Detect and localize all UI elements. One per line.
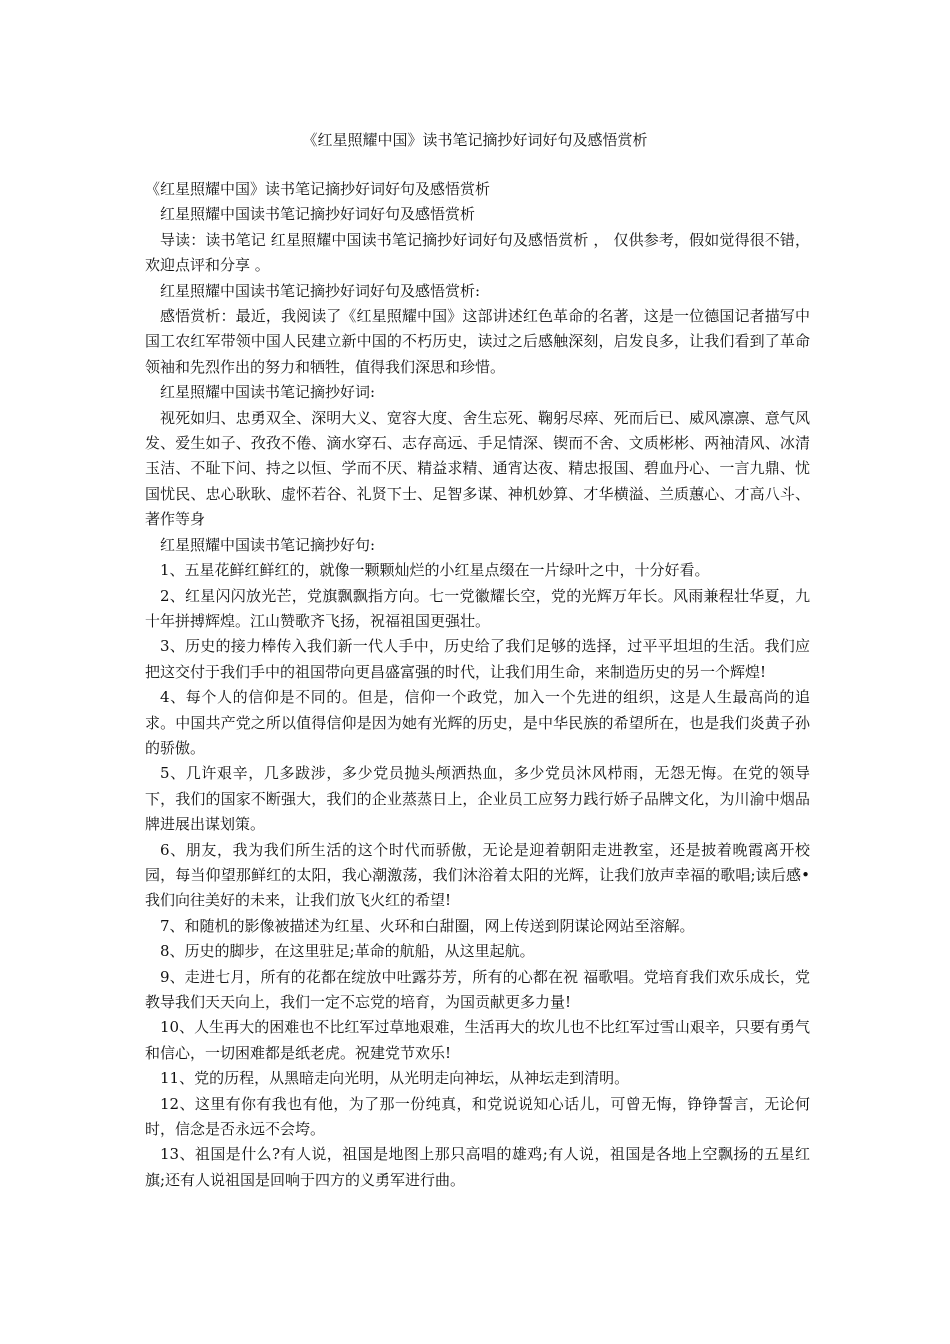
section-heading-appreciation: 红星照耀中国读书笔记摘抄好词好句及感悟赏析: — [160, 281, 481, 300]
sentence-item: 4、每个人的信仰是不同的。但是，信仰一个政党，加入一个先进的组织，这是人生最高尚的追求。中国共产党之所以值得信仰是因为她有光辉的历史，是中华民族的希望所在，也是我们炎黄子孙的骄傲。 — [145, 688, 810, 757]
sentence-item: 7、和随机的影像被描述为红星、火环和白甜圈，网上传送到阴谋论网站至溶解。 — [160, 916, 695, 935]
sentence-item: 11、党的历程，从黑暗走向光明，从光明走向神坛，从神坛走到清明。 — [160, 1069, 630, 1088]
sentence-item: 13、祖国是什么?有人说，祖国是地图上那只高唱的雄鸡;有人说，祖国是各地上空飘扬的五星红旗;还有人说祖国是回响于四方的义勇军进行曲。 — [145, 1145, 810, 1189]
sentence-item: 5、几许艰辛，几多跋涉，多少党员抛头颅洒热血，多少党员沐风栉雨，无怨无悔。在党的领导下，我们的国家不断强大，我们的企业蒸蒸日上，企业员工应努力践行娇子品牌文化，为川渝中烟品牌进展出谋划策。 — [145, 764, 810, 834]
sentence-item: 8、历史的脚步，在这里驻足;革命的航船，从这里起航。 — [160, 942, 535, 961]
sentence-item: 12、这里有你有我也有他，为了那一份纯真，和党说说知心话儿，可曾无悔，铮铮誓言，无论何时，信念是否永远不会垮。 — [145, 1094, 810, 1139]
appreciation-paragraph: 感悟赏析：最近，我阅读了《红星照耀中国》这部讲述红色革命的名著，这是一位德国记者描写中国工农红军带领中国人民建立新中国的不朽历史，读过之后感触深刻，启发良多，让我们看到了革命领袖和先烈作出的努力和牺牲，值得我们深思和珍惜。 — [145, 307, 810, 376]
intro-paragraph: 导读：读书笔记 红星照耀中国读书笔记摘抄好词好句及感悟赏析 ， 仅供参考，假如觉得很不错，欢迎点评和分享 。 — [145, 230, 810, 275]
sentence-item: 9、走进七月，所有的花都在绽放中吐露芬芳，所有的心都在祝 福歌唱。党培育我们欢乐成长，党教导我们天天向上，我们一定不忘党的培育，为国贡献更多力量! — [145, 967, 810, 1011]
subheading: 红星照耀中国读书笔记摘抄好词好句及感悟赏析 — [160, 205, 476, 224]
document-body — [145, 177, 810, 1193]
body-heading: 《红星照耀中国》读书笔记摘抄好词好句及感悟赏析 — [145, 180, 491, 198]
sentence-item: 2、红星闪闪放光芒，党旗飘飘指方向。七一党徽耀长空，党的光辉万年长。风雨兼程壮华夏，九十年拼搏辉煌。江山赞歌齐飞扬，祝福祖国更强壮。 — [145, 586, 810, 630]
sentence-item: 10、人生再大的困难也不比红军过草地艰难，生活再大的坎儿也不比红军过雪山艰辛，只要有勇气和信心，一切困难都是纸老虎。祝建党节欢乐! — [145, 1018, 810, 1062]
section-heading-sentences: 红星照耀中国读书笔记摘抄好句: — [160, 535, 376, 554]
sentence-item: 1、五星花鲜红鲜红的，就像一颗颗灿烂的小红星点缀在一片绿叶之中，十分好看。 — [160, 561, 710, 580]
sentence-item: 6、朋友，我为我们所生活的这个时代而骄傲，无论是迎着朝阳走进教室，还是披着晚霞离开校园，每当仰望那鲜红的太阳，我心潮激荡，我们沐浴着太阳的光辉，让我们放声幸福的歌唱;读后感•我们向往美好的未来，让我们放飞火红的希望! — [145, 840, 810, 910]
words-paragraph: 视死如归、忠勇双全、深明大义、宽容大度、舍生忘死、鞠躬尽瘁、死而后已、威风凛凛、意气风发、爱生如子、孜孜不倦、滴水穿石、志存高远、手足情深、锲而不舍、文质彬彬、两袖清风、冰清玉洁、不耻下问、持之以恒、学而不厌、精益求精、通宵达夜、精忠报国、碧血丹心、一言九鼎、忧国忧民、忠心耿耿、虚怀若谷、礼贤下士、足智多谋、神机妙算、才华横溢、兰质蕙心、才高八斗、著作等身 — [145, 408, 810, 529]
sentence-item: 3、历史的接力棒传入我们新一代人手中，历史给了我们足够的选择，过平平坦坦的生活。我们应把这交付于我们手中的祖国带向更昌盛富强的时代，让我们用生命，来制造历史的另一个辉煌! — [145, 637, 810, 681]
document-title: 《红星照耀中国》读书笔记摘抄好词好句及感悟赏析 — [302, 131, 648, 149]
section-heading-words: 红星照耀中国读书笔记摘抄好词: — [160, 383, 376, 402]
